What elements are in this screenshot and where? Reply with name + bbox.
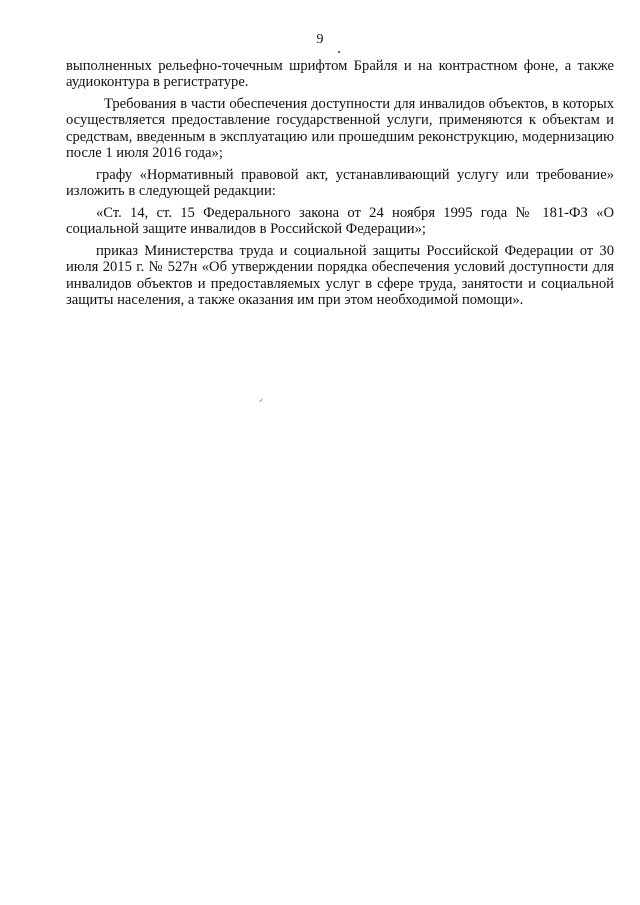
paragraph-continuation: выполненных рельефно-точечным шрифтом Брайля и на контрастном фоне, а также аудиоконтура в регистратуре.	[66, 58, 614, 91]
paragraph-federal-law: «Ст. 14, ст. 15 Федерального закона от 24 ноября 1995 года № 181-ФЗ «О социальной защите инвалидов в Российской Федерации»;	[66, 204, 614, 238]
paragraph-accessibility-requirements: Требования в части обеспечения доступности для инвалидов объектов, в которых осуществляется предоставление государственной услуги, применяются к объектам и средствам, введенным в эксплуатацию или прошедшим реконструкцию, модернизацию после 1 июля 2016 года»;	[66, 96, 614, 161]
scan-dot	[338, 51, 340, 53]
document-body	[66, 58, 614, 314]
paragraph-column-instruction: графу «Нормативный правовой акт, устанавливающий услугу или требование» изложить в следующей редакции:	[66, 166, 614, 200]
scan-speck	[259, 399, 263, 402]
page-number: 9	[316, 32, 324, 47]
paragraph-ministry-order: приказ Министерства труда и социальной защиты Российской Федерации от 30 июля 2015 г. № 527н «Об утверждении порядка обеспечения условий доступности для инвалидов объектов и предоставляемых услуг в сфере труда, занятости и социальной защиты населения, а также оказания им при этом необходимой помощи».	[66, 242, 614, 308]
